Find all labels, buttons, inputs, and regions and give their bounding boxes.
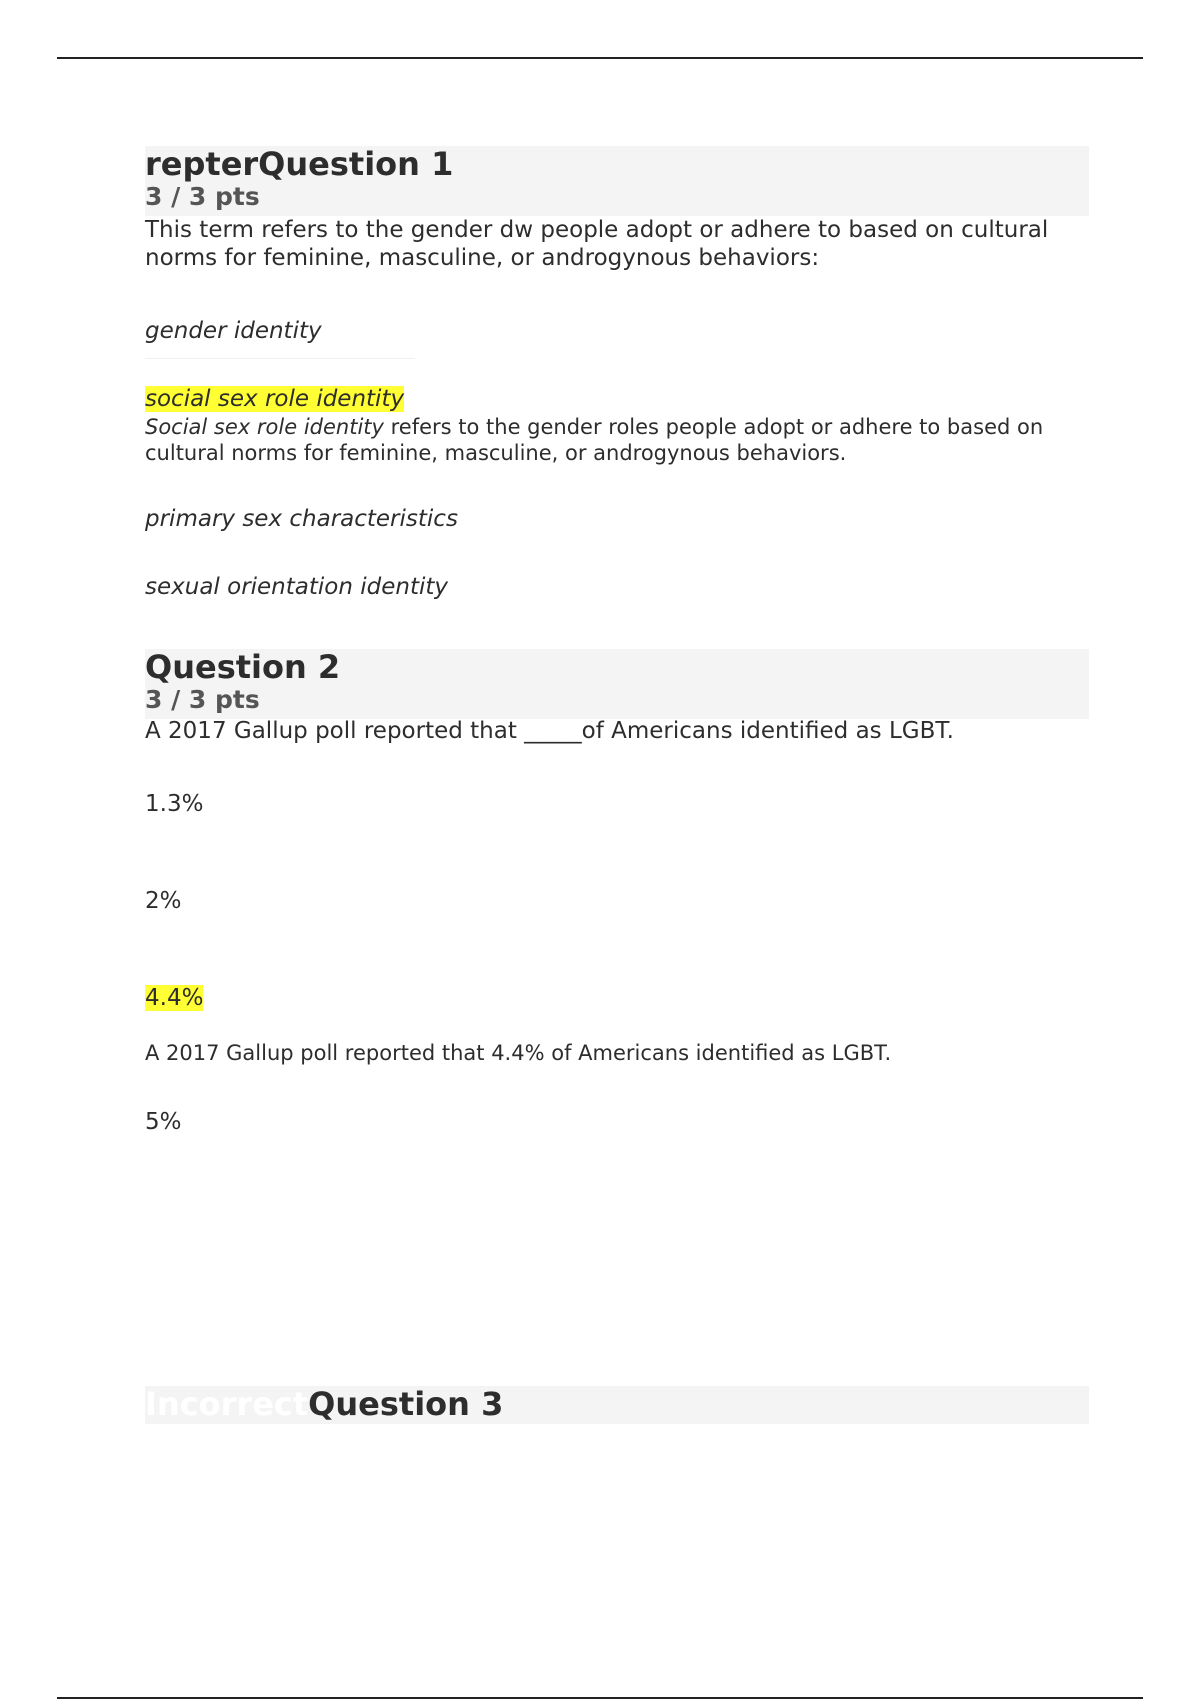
bottom-rule [57, 1697, 1143, 1699]
feedback-rest: refers to the gender roles people adopt or adhere to based on cultural norms for feminine, masculine, or androgynous behaviors. [145, 415, 1044, 465]
question-3-title: Question 3 [308, 1385, 504, 1423]
question-1-header [145, 146, 1089, 216]
question-2-title: Question 2 [145, 648, 341, 686]
question-3-title-line [145, 1386, 503, 1422]
question-1-points: 3 / 3 pts [145, 182, 260, 211]
answer-option[interactable]: 5% [145, 1109, 182, 1135]
answer-option[interactable]: 2% [145, 888, 182, 914]
answer-option-selected[interactable] [145, 984, 203, 1012]
answer-option[interactable]: gender identity [145, 318, 322, 344]
answer-option[interactable]: primary sex characteristics [145, 506, 458, 532]
answer-option[interactable]: sexual orientation identity [145, 574, 448, 600]
question-2-points: 3 / 3 pts [145, 685, 260, 714]
divider [145, 358, 415, 359]
question-2-header [145, 649, 1089, 719]
answer-option-selected[interactable] [145, 385, 404, 413]
top-rule [57, 57, 1143, 59]
feedback-term: Social sex role identity [145, 415, 384, 439]
selected-answer-label: 4.4% [145, 985, 204, 1011]
question-1-feedback [145, 414, 1080, 466]
question-3-header [145, 1386, 1089, 1424]
incorrect-badge: Incorrect [145, 1385, 309, 1423]
answer-option[interactable]: 1.3% [145, 791, 204, 817]
question-1-text: This term refers to the gender dw people adopt or adhere to based on cultural norms for feminine, masculine, or androgynous behaviors: [145, 217, 1049, 271]
selected-answer-label: social sex role identity [145, 386, 405, 412]
question-2-feedback: A 2017 Gallup poll reported that 4.4% of Americans identified as LGBT. [145, 1041, 892, 1065]
question-2-text: A 2017 Gallup poll reported that _____of Americans identified as LGBT. [145, 718, 954, 744]
question-1-title: repterQuestion 1 [145, 145, 454, 183]
